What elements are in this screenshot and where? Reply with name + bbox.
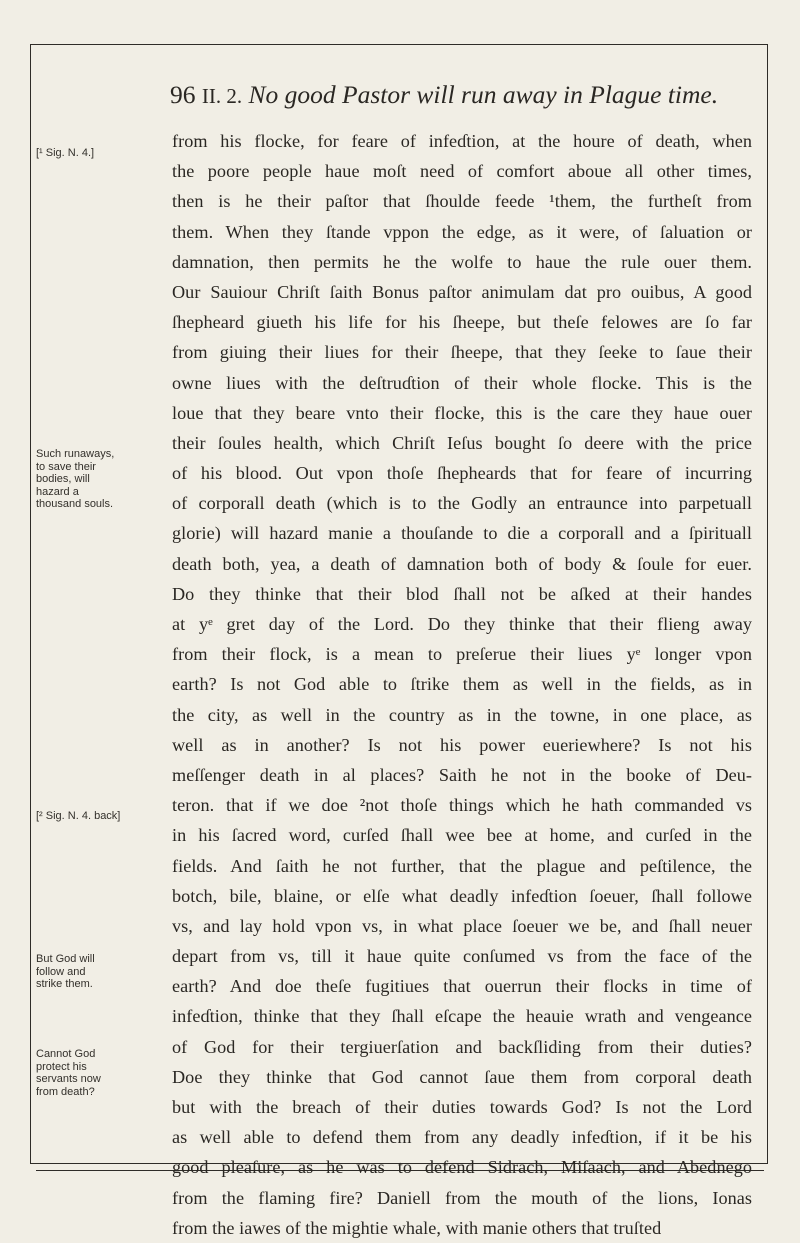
page-title: No good Pastor will run away in Plague time.: [248, 80, 719, 109]
text-line: glorie) will hazard manie a thouſande to die a corporall and a ſpirituall: [172, 523, 752, 544]
text-line: from the flaming fire? Daniell from the mouth of the lions, Ionas: [172, 1187, 752, 1208]
text-line: owne liues with the deſtruɗtion of their whole flocke. This is the: [172, 372, 752, 393]
text-line: vs, and lay hold vpon vs, in what place ſoeuer we be, and ſhall neuer: [172, 915, 752, 936]
text-line: the city, as well in the country as in the towne, in one place, as: [172, 704, 752, 725]
text-line: from his flocke, for feare of infeɗtion, at the houre of death, when: [172, 131, 752, 151]
text-line: as well able to defend them from any deadly infeɗtion, if it be his: [172, 1127, 752, 1148]
text-line: botch, bile, blaine, or elſe what deadly infeɗtion ſoeuer, ſhall followe: [172, 885, 752, 906]
page-number: 96: [170, 80, 196, 109]
text-line: in his ſacred word, curſed ſhall wee bee at home, and curſed in the: [172, 825, 752, 846]
text-line: from their flock, is a mean to preſerue their liues yᵉ longer vpon: [172, 644, 752, 665]
text-line: depart from vs, till it haue quite conſumed vs from the face of the: [172, 946, 752, 967]
text-line: infeɗtion, thinke that they ſhall eſcape the heauie wrath and vengeance: [172, 1006, 752, 1027]
margin-note-cannot-protect: Cannot God protect his servants now from death?: [36, 1048, 101, 1098]
text-line: at yᵉ gret day of the Lord. Do they thinke that their flieng away: [172, 614, 752, 634]
text-line: them. When they ſtande vppon the edge, as it were, of ſaluation or: [172, 221, 752, 242]
text-line: of corporall death (which is to the Godly an entraunce into parpetuall: [172, 493, 752, 514]
text-line: well as in another? Is not his power eueriewhere? Is not his: [172, 734, 752, 755]
text-line: damnation, then permits he the wolfe to haue the rule ouer them.: [172, 251, 752, 272]
text-line: from giuing their liues for their ſheepe, that they ſeeke to ſaue their: [172, 342, 752, 363]
text-line: teron. that if we doe ²not thoſe things which he hath commanded vs: [172, 795, 752, 816]
section-number: II. 2.: [201, 84, 243, 108]
body-text: [172, 126, 752, 1243]
text-line: earth? Is not God able to ſtrike them as well in the fields, as in: [172, 674, 752, 695]
text-line: death both, yea, a death of damnation both of body & ſoule for euer.: [172, 553, 752, 574]
text-line: Do they thinke that their blod ſhall not be aſked at their handes: [172, 583, 752, 604]
text-line: ſhepheard giueth his life for his ſheepe, but theſe felowes are ſo far: [172, 312, 752, 333]
text-line: earth? And doe theſe fugitiues that ouerrun their flocks in time of: [172, 976, 752, 997]
text-line: meſſenger death in al places? Saith he not in the booke of Deu-: [172, 764, 752, 785]
margin-note-sig-n4: [¹ Sig. N. 4.]: [36, 147, 95, 159]
margin-note-runaways: Such runaways, to save their bodies, will hazard a thousand souls.: [36, 448, 115, 511]
text-line: from the iawes of the mightie whale, with manie others that truſted: [172, 1217, 662, 1238]
text-line: Doe they thinke that God cannot ſaue them from corporal death: [172, 1066, 752, 1087]
text-line: but with the breach of their duties towards God? Is not the Lord: [172, 1097, 752, 1117]
text-line: Our Sauiour Chriſt ſaith Bonus paſtor animulam dat pro ouibus, A good: [172, 281, 752, 302]
margin-note-god-will-follow: But God will follow and strike them.: [36, 953, 95, 991]
text-line: of God for their tergiuerſation and backſliding from their duties?: [172, 1036, 752, 1057]
text-line: their ſoules health, which Chriſt Ieſus bought ſo deere with the price: [172, 432, 752, 453]
text-line: good pleaſure, as he was to defend Sidrach, Miſaach, and Abednego: [172, 1157, 752, 1178]
text-line: loue that they beare vnto their flocke, this is the care they haue ouer: [172, 402, 752, 423]
margin-note-sig-n4-back: [² Sig. N. 4. back]: [36, 810, 121, 822]
text-line: fields. And ſaith he not further, that the plague and peſtilence, the: [172, 855, 752, 876]
running-header: [170, 78, 750, 113]
text-line: the poore people haue moſt need of comfort aboue all other times,: [172, 161, 752, 182]
text-line: then is he their paſtor that ſhoulde feede ¹them, the furtheſt from: [172, 191, 752, 212]
text-line: of his blood. Out vpon thoſe ſhepheards that for feare of incurring: [172, 463, 752, 484]
